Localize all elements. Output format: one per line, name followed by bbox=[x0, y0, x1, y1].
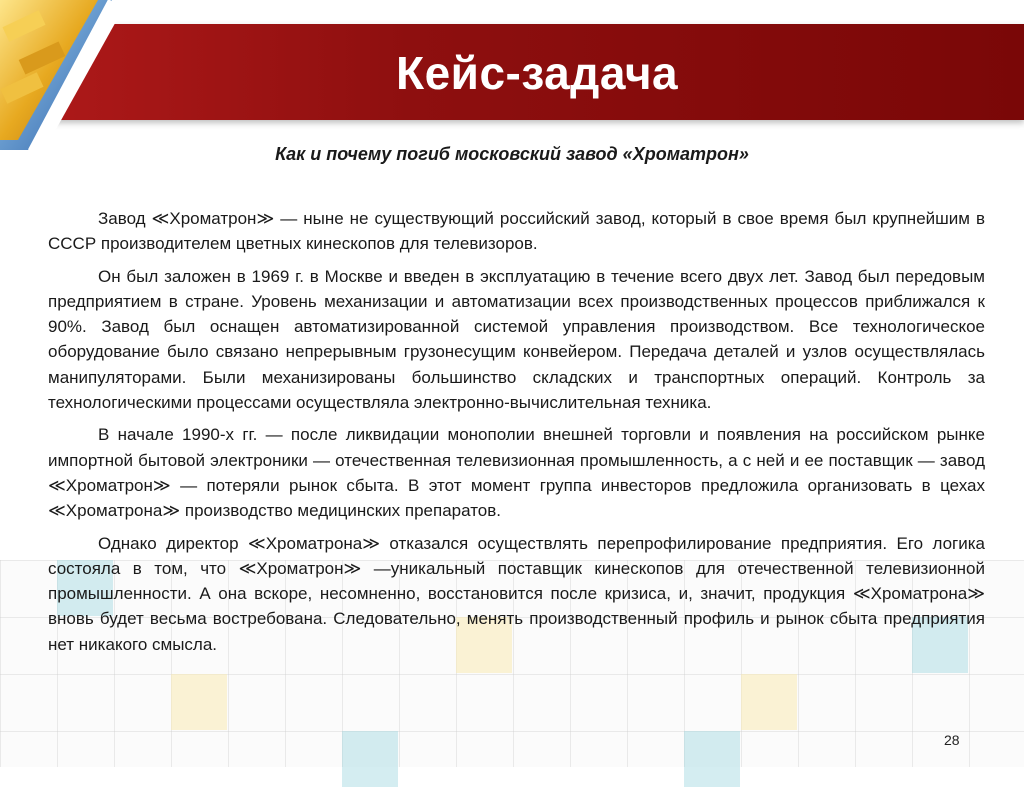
decorative-tile bbox=[741, 674, 797, 730]
slide-title: Кейс-задача bbox=[396, 47, 679, 99]
decorative-tile bbox=[684, 731, 740, 787]
decorative-tile bbox=[342, 731, 398, 787]
paragraph: В начале 1990-х гг. — после ликвидации монополии внешней торговли и появления на российском рынке импортной бытовой электроники — отечественная телевизионная промышленность, а с ней и ее поставщик — завод ≪Хроматрон≫ — потеряли рынок сбыта. В этот момент группа инвесторов предложила организовать в цехах ≪Хроматрона≫ производство медицинских препаратов. bbox=[48, 425, 985, 521]
decorative-tile bbox=[171, 674, 227, 730]
page-number: 28 bbox=[944, 732, 960, 748]
corner-decoration-image bbox=[0, 0, 128, 158]
body-text bbox=[48, 206, 985, 664]
paragraph: Завод ≪Хроматрон≫ — ныне не существующий российский завод, который в свое время был крупнейшим в СССР производителем цветных кинескопов для телевизоров. bbox=[48, 209, 985, 254]
paragraph: Однако директор ≪Хроматрона≫ отказался осуществлять перепрофилирование предприятия. Его логика состояла в том, что ≪Хроматрон≫ —уникальный поставщик кинескопов для отечественной телевизионной промышленности. А она вскоре, несомненно, восстановится после кризиса, и, значит, продукция ≪Хроматрона≫ вновь будет весьма востребована. Следовательно, менять производственный профиль и рынок сбыта предприятия нет никакого смысла. bbox=[48, 533, 985, 654]
slide-subtitle: Как и почему погиб московский завод «Хроматрон» bbox=[275, 144, 749, 164]
paragraph: Он был заложен в 1969 г. в Москве и введен в эксплуатацию в течение всего двух лет. Завод был передовым предприятием в стране. Уровень механизации и автоматизации всех производственных процессов приближался к 90%. Завод был оснащен автоматизированной системой управления производством. Все технологическое оборудование было связано непрерывным грузонесущим конвейером. Передача деталей и узлов осуществлялась манипуляторами. Были механизированы большинство складских и транспортных операций. Контроль за технологическими процессами осуществляла электронно-вычислительная техника. bbox=[48, 266, 985, 413]
